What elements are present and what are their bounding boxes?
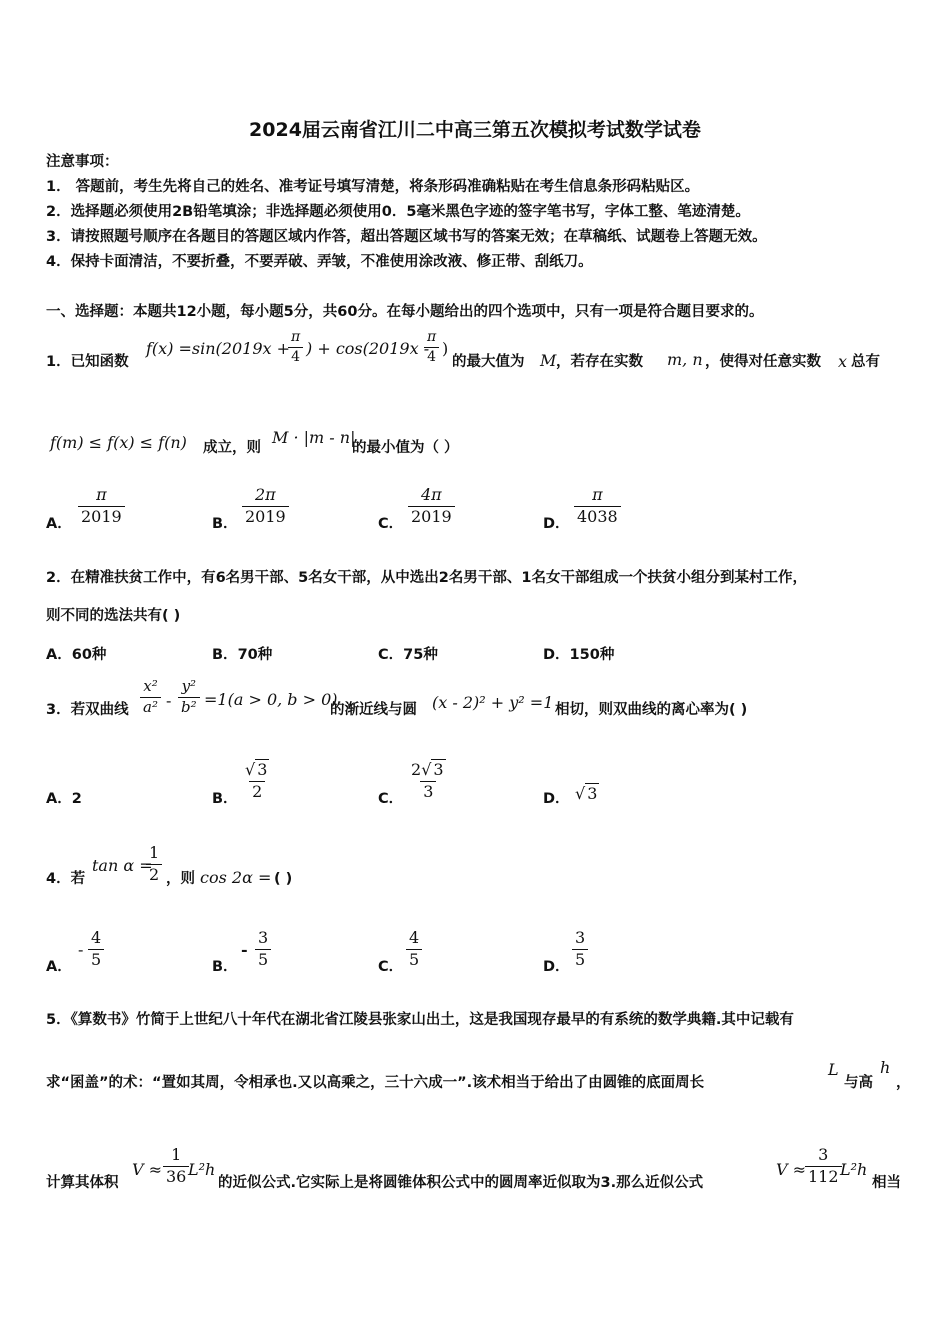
q1-option-b-value[interactable]: $\frac{2\pi}{2019}$ [242, 487, 289, 526]
q3-option-a[interactable]: A．2 [46, 791, 82, 807]
q4-option-b-label[interactable]: B． [212, 959, 238, 975]
q5-text-formula: 的近似公式.它实际上是将圆锥体积公式中的圆周率近似取为3.那么近似公式 [218, 1175, 704, 1191]
q4-one-half: $\frac{1}{2}$ [146, 845, 162, 884]
q1-text-always: 总有 [851, 354, 880, 370]
q5-stem-line3: 计算其体积 [46, 1175, 119, 1191]
q3-condition: =1(a > 0, b > 0) [204, 690, 338, 709]
q3-y2-over-b2: $\frac{\text{y²}}{\text{b²}}$ [178, 679, 200, 716]
q1-option-a-label[interactable]: A． [46, 516, 72, 532]
q4-paren: ( ) [274, 871, 293, 887]
q5-L2h-1: L²h [188, 1160, 216, 1179]
q4-cos-2alpha: cos 2α = [200, 868, 272, 887]
q1-text-max: 的最大值为 [452, 354, 525, 370]
section-heading: 一、选择题：本题共12小题，每小题5分，共60分。在每小题给出的四个选项中，只有一项是符合题目要求的。 [46, 304, 764, 320]
q4-option-a-sign: - [78, 940, 84, 959]
q5-three-over-112: $\frac{3}{112}$ [805, 1147, 842, 1186]
q3-option-d-label[interactable]: D． [543, 791, 570, 807]
q5-text-equivalent: 相当 [872, 1175, 901, 1191]
notice-heading: 注意事项： [46, 154, 119, 170]
q1-pi-over-4-a: $\frac{\pi}{4}$ [288, 330, 303, 364]
q2-stem-line2: 则不同的选法共有( ) [46, 608, 181, 624]
q3-text-asymptote: 的渐近线与圆 [330, 702, 417, 718]
q1-option-d-label[interactable]: D． [543, 516, 570, 532]
q1-text-any: ，使得对任意实数 [705, 354, 821, 370]
q1-M: M [540, 351, 557, 370]
q3-option-c-value[interactable]: $\frac{2√ 3}{3}$ [411, 760, 444, 801]
q5-comma: ， [896, 1075, 911, 1091]
q5-L2h-2: L²h [840, 1160, 868, 1179]
q4-option-d-value[interactable]: $\frac{3}{5}$ [572, 930, 588, 969]
q5-L: L [828, 1060, 839, 1079]
q4-option-a-label[interactable]: A． [46, 959, 72, 975]
q1-condition: f(m) ≤ f(x) ≤ f(n) [50, 433, 187, 452]
q1-prefix: 1．已知函数 [46, 354, 129, 370]
q1-function-close: ) [442, 339, 449, 358]
q4-text-then: ，则 [166, 871, 195, 887]
q5-stem-line2: 求“囷盖”的术：“置如其周，令相承也.又以高乘之，三十六成一”.该术相当于给出了由圆锥的底面周长 [46, 1075, 705, 1091]
notice-item-1: 1． 答题前，考生先将自己的姓名、准考证号填写清楚，将条形码准确粘贴在考生信息条形码粘贴区。 [46, 179, 700, 195]
q2-option-a[interactable]: A．60种 [46, 647, 107, 663]
q1-x: x [838, 352, 848, 371]
q5-h: h [880, 1058, 891, 1077]
q5-text-height: 与高 [844, 1075, 873, 1091]
notice-item-3: 3．请按照题号顺序在各题目的答题区域内作答，超出答题区域书写的答案无效；在草稿纸、试题卷上答题无效。 [46, 229, 767, 245]
q1-option-b-label[interactable]: B． [212, 516, 238, 532]
q3-prefix: 3．若双曲线 [46, 702, 129, 718]
q1-mn: m, n [667, 350, 703, 369]
q4-option-b-value[interactable]: $\frac{3}{5}$ [255, 930, 271, 969]
q5-one-over-36: $\frac{1}{36}$ [163, 1147, 189, 1186]
q2-option-c[interactable]: C．75种 [378, 647, 438, 663]
q1-function-part1: f(x) =sin(2019x + [146, 339, 291, 358]
q1-pi-over-4-b: $\frac{\pi}{4}$ [424, 330, 439, 364]
q3-option-d-value[interactable]: √ 3 [575, 784, 598, 803]
q1-option-c-label[interactable]: C． [378, 516, 404, 532]
notice-item-2: 2．选择题必须使用2B铅笔填涂；非选择题必须使用0．5毫米黑色字迹的签字笔书写，字体工整、笔迹清楚。 [46, 204, 750, 220]
q4-option-b-sign: - [241, 940, 248, 959]
q1-text-min: 的最小值为（ ） [352, 440, 459, 456]
q3-option-b-label[interactable]: B． [212, 791, 238, 807]
q3-text-tangent: 相切，则双曲线的离心率为( ) [555, 702, 748, 718]
q4-option-c-value[interactable]: $\frac{4}{5}$ [406, 930, 422, 969]
q3-option-c-label[interactable]: C． [378, 791, 404, 807]
q2-stem-line1: 2．在精准扶贫工作中，有6名男干部、5名女干部，从中选出2名男干部、1名女干部组成一个扶贫小组分到某村工作， [46, 570, 807, 586]
q3-circle-equation: (x - 2)² + y² =1 [432, 693, 554, 712]
q2-option-d[interactable]: D．150种 [543, 647, 615, 663]
page-title: 2024届云南省江川二中高三第五次模拟考试数学试卷 [249, 119, 701, 141]
q4-option-c-label[interactable]: C． [378, 959, 404, 975]
q4-option-d-label[interactable]: D． [543, 959, 570, 975]
q3-minus: - [166, 691, 172, 710]
q1-text-exist: ，若存在实数 [556, 354, 643, 370]
q5-V-approx-1: V ≈ [132, 1160, 163, 1179]
q3-option-b-value[interactable]: $\frac{√ 3}{2}$ [245, 760, 268, 801]
q4-option-a-value[interactable]: $\frac{4}{5}$ [88, 930, 104, 969]
q1-function-part2: ) + cos(2019x - [306, 339, 430, 358]
q4-prefix: 4．若 [46, 871, 86, 887]
q5-stem-line1: 5．《算数书》竹简于上世纪八十年代在湖北省江陵县张家山出土，这是我国现存最早的有系统的数学典籍.其中记载有 [46, 1012, 794, 1028]
q1-option-d-value[interactable]: $\frac{\pi}{4038}$ [574, 487, 621, 526]
q2-option-b[interactable]: B．70种 [212, 647, 273, 663]
q4-tan-alpha: tan α = [92, 856, 153, 875]
q3-x2-over-a2: $\frac{\text{x²}}{\text{a²}}$ [140, 679, 161, 716]
notice-item-4: 4．保持卡面清洁，不要折叠，不要弄破、弄皱，不准使用涂改液、修正带、刮纸刀。 [46, 254, 593, 270]
q1-option-a-value[interactable]: $\frac{\pi}{2019}$ [78, 487, 125, 526]
q1-text-hold: 成立，则 [203, 440, 261, 456]
q1-expression: M · |m - n| [272, 428, 356, 447]
q5-V-approx-2: V ≈ [776, 1160, 807, 1179]
q1-option-c-value[interactable]: $\frac{4\pi}{2019}$ [408, 487, 455, 526]
